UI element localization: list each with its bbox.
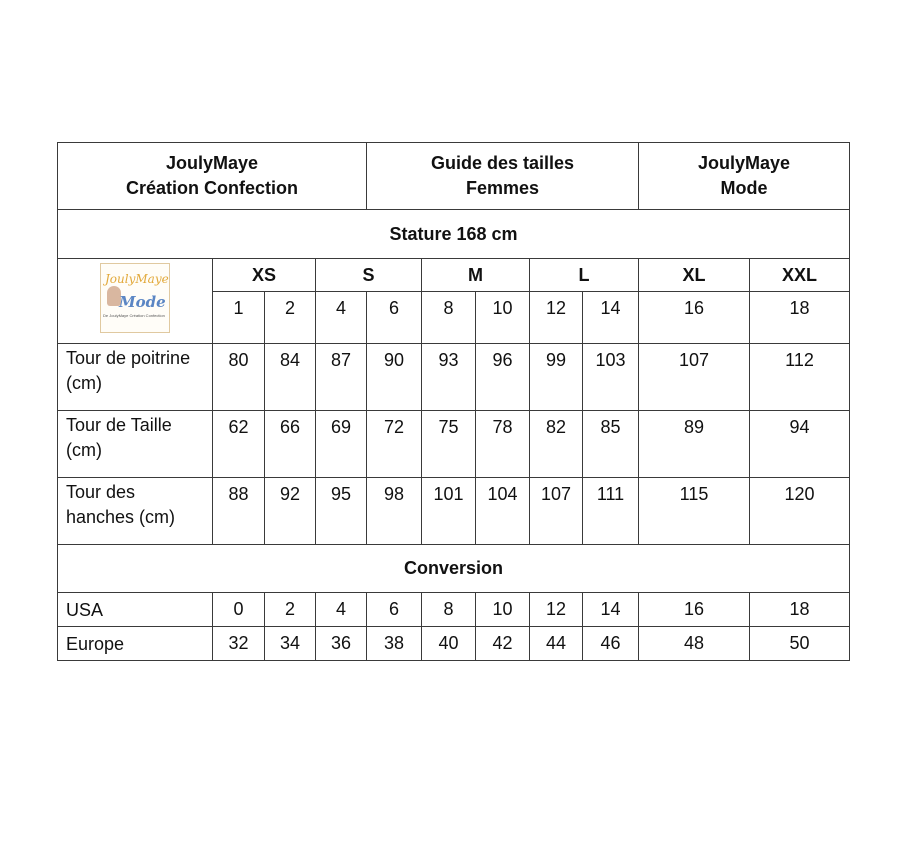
size-group-row: [58, 259, 850, 292]
table-cell: 103: [583, 344, 639, 411]
table-cell: 115: [639, 478, 750, 545]
table-row: [58, 593, 850, 627]
table-cell: 38: [367, 627, 422, 661]
table-cell: 120: [750, 478, 850, 545]
table-cell: 40: [422, 627, 476, 661]
row-label-hips: [58, 478, 213, 545]
logo-cell: [58, 259, 213, 344]
size-number: 14: [583, 292, 639, 344]
table-cell: 46: [583, 627, 639, 661]
table-cell: 6: [367, 593, 422, 627]
size-group-xxl: XXL: [750, 259, 850, 292]
row-label-waist: [58, 411, 213, 478]
table-cell: 107: [639, 344, 750, 411]
size-number: 16: [639, 292, 750, 344]
table-cell: 10: [476, 593, 530, 627]
table-cell: 89: [639, 411, 750, 478]
table-cell: 93: [422, 344, 476, 411]
row-label-line: (cm): [66, 440, 102, 460]
guide-title: Guide des tailles: [430, 153, 575, 173]
table-cell: 107: [530, 478, 583, 545]
table-cell: 42: [476, 627, 530, 661]
size-table: [57, 142, 850, 661]
table-cell: 69: [316, 411, 367, 478]
size-number: 2: [265, 292, 316, 344]
table-cell: 92: [265, 478, 316, 545]
table-cell: 18: [750, 593, 850, 627]
size-group-m: M: [422, 259, 530, 292]
table-cell: 88: [213, 478, 265, 545]
table-cell: 82: [530, 411, 583, 478]
size-number: 6: [367, 292, 422, 344]
table-cell: 66: [265, 411, 316, 478]
table-row: [58, 344, 850, 411]
table-cell: 4: [316, 593, 367, 627]
row-label-line: (cm): [66, 373, 102, 393]
table-row: [58, 627, 850, 661]
table-cell: 99: [530, 344, 583, 411]
table-cell: 62: [213, 411, 265, 478]
logo-script-top: JoulyMaye: [105, 271, 169, 286]
table-cell: 0: [213, 593, 265, 627]
size-group-xl: XL: [639, 259, 750, 292]
row-label-line: Tour de poitrine: [66, 348, 191, 368]
table-cell: 101: [422, 478, 476, 545]
size-group-s: S: [316, 259, 422, 292]
size-number: 4: [316, 292, 367, 344]
table-cell: 87: [316, 344, 367, 411]
header-row: [58, 143, 850, 210]
table-cell: 94: [750, 411, 850, 478]
table-cell: 72: [367, 411, 422, 478]
row-label-line: Tour de Taille: [66, 415, 172, 435]
header-left: [58, 143, 367, 210]
table-cell: 104: [476, 478, 530, 545]
logo-script-bottom: Mode: [119, 292, 166, 311]
brand-subtitle: Création Confection: [126, 178, 299, 198]
brand-subtitle-right: Mode: [720, 178, 768, 198]
size-guide: [57, 142, 849, 661]
table-row: [58, 478, 850, 545]
table-cell: 80: [213, 344, 265, 411]
table-cell: 98: [367, 478, 422, 545]
table-cell: 48: [639, 627, 750, 661]
header-right: [639, 143, 850, 210]
stature-label: Stature 168 cm: [58, 210, 850, 259]
table-cell: 95: [316, 478, 367, 545]
stature-row: [58, 210, 850, 259]
table-cell: 44: [530, 627, 583, 661]
row-label-line: Tour des: [66, 482, 136, 502]
row-label-europe: Europe: [58, 627, 213, 661]
table-cell: 111: [583, 478, 639, 545]
size-number: 10: [476, 292, 530, 344]
row-label-bust: [58, 344, 213, 411]
brand-name: JoulyMaye: [165, 153, 259, 173]
table-cell: 50: [750, 627, 850, 661]
logo-tagline: De JoulyMaye Création Confection: [103, 312, 165, 318]
row-label-usa: USA: [58, 593, 213, 627]
table-cell: 16: [639, 593, 750, 627]
table-cell: 12: [530, 593, 583, 627]
table-cell: 34: [265, 627, 316, 661]
table-cell: 2: [265, 593, 316, 627]
table-cell: 84: [265, 344, 316, 411]
size-number: 1: [213, 292, 265, 344]
header-center: [367, 143, 639, 210]
table-cell: 75: [422, 411, 476, 478]
table-cell: 90: [367, 344, 422, 411]
table-cell: 36: [316, 627, 367, 661]
table-row: [58, 411, 850, 478]
size-group-l: L: [530, 259, 639, 292]
table-cell: 85: [583, 411, 639, 478]
conversion-title-row: [58, 545, 850, 593]
conversion-title: Conversion: [58, 545, 850, 593]
size-group-xs: XS: [213, 259, 316, 292]
size-number: 18: [750, 292, 850, 344]
table-cell: 96: [476, 344, 530, 411]
table-cell: 32: [213, 627, 265, 661]
table-cell: 8: [422, 593, 476, 627]
guide-subtitle: Femmes: [465, 178, 540, 198]
table-cell: 112: [750, 344, 850, 411]
size-number: 12: [530, 292, 583, 344]
brand-logo: [100, 263, 170, 333]
size-number: 8: [422, 292, 476, 344]
table-cell: 14: [583, 593, 639, 627]
table-cell: 78: [476, 411, 530, 478]
row-label-line: hanches (cm): [66, 507, 176, 527]
brand-name-right: JoulyMaye: [698, 153, 791, 173]
